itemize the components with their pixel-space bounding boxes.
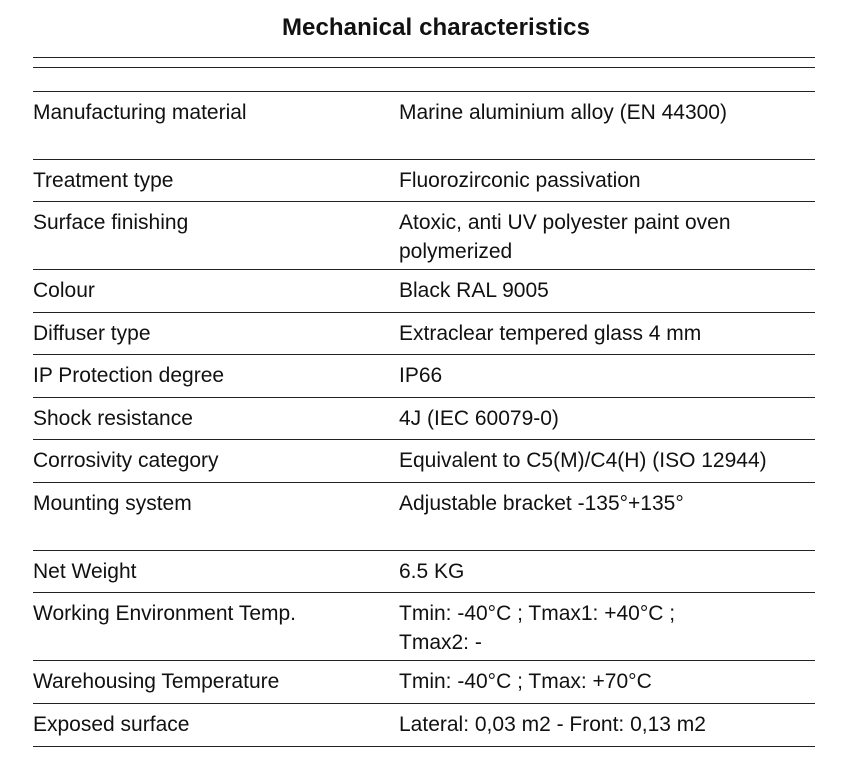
- row-divider: [33, 397, 815, 398]
- row-divider: [33, 201, 815, 202]
- row-value: Marine aluminium alloy (EN 44300): [399, 101, 727, 124]
- row-divider: [33, 354, 815, 355]
- row-divider: [33, 312, 815, 313]
- row-value: Lateral: 0,03 m2 - Front: 0,13 m2: [399, 713, 706, 736]
- row-value: Black RAL 9005: [399, 279, 549, 302]
- row-label: Net Weight: [33, 560, 137, 583]
- page-title: Mechanical characteristics: [281, 14, 591, 41]
- row-label: Corrosivity category: [33, 449, 219, 472]
- row-value: Fluorozirconic passivation: [399, 169, 641, 192]
- row-divider: [33, 550, 815, 551]
- row-divider: [33, 592, 815, 593]
- row-value: 6.5 KG: [399, 560, 465, 583]
- row-label: Surface finishing: [33, 211, 189, 234]
- row-divider: [33, 91, 815, 92]
- header-divider: [33, 57, 815, 58]
- row-divider: [33, 482, 815, 483]
- row-label: Working Environment Temp.: [33, 602, 297, 625]
- row-value: Atoxic, anti UV polyester paint oven polymerized: [399, 211, 731, 263]
- row-divider: [33, 159, 815, 160]
- row-label: Exposed surface: [33, 713, 190, 736]
- row-label: Shock resistance: [33, 407, 193, 430]
- row-divider: [33, 703, 815, 704]
- row-value: Equivalent to C5(M)/C4(H) (ISO 12944): [399, 449, 767, 472]
- row-divider: [33, 269, 815, 270]
- row-value: Tmin: -40°C ; Tmax: +70°C: [399, 670, 652, 693]
- row-value: IP66: [399, 364, 443, 387]
- row-label: IP Protection degree: [33, 364, 225, 387]
- row-divider: [33, 439, 815, 440]
- row-value: Tmin: -40°C ; Tmax1: +40°C ; Tmax2: -: [399, 602, 676, 654]
- header-divider: [33, 67, 815, 68]
- row-value: 4J (IEC 60079-0): [399, 407, 559, 430]
- row-label: Diffuser type: [33, 322, 151, 345]
- row-label: Manufacturing material: [33, 101, 247, 124]
- row-label: Warehousing Temperature: [33, 670, 280, 693]
- row-label: Colour: [33, 279, 95, 302]
- table-bottom-divider: [33, 746, 815, 747]
- row-divider: [33, 660, 815, 661]
- row-value: Adjustable bracket -135°+135°: [399, 492, 684, 515]
- row-label: Treatment type: [33, 169, 174, 192]
- row-label: Mounting system: [33, 492, 192, 515]
- row-value: Extraclear tempered glass 4 mm: [399, 322, 702, 345]
